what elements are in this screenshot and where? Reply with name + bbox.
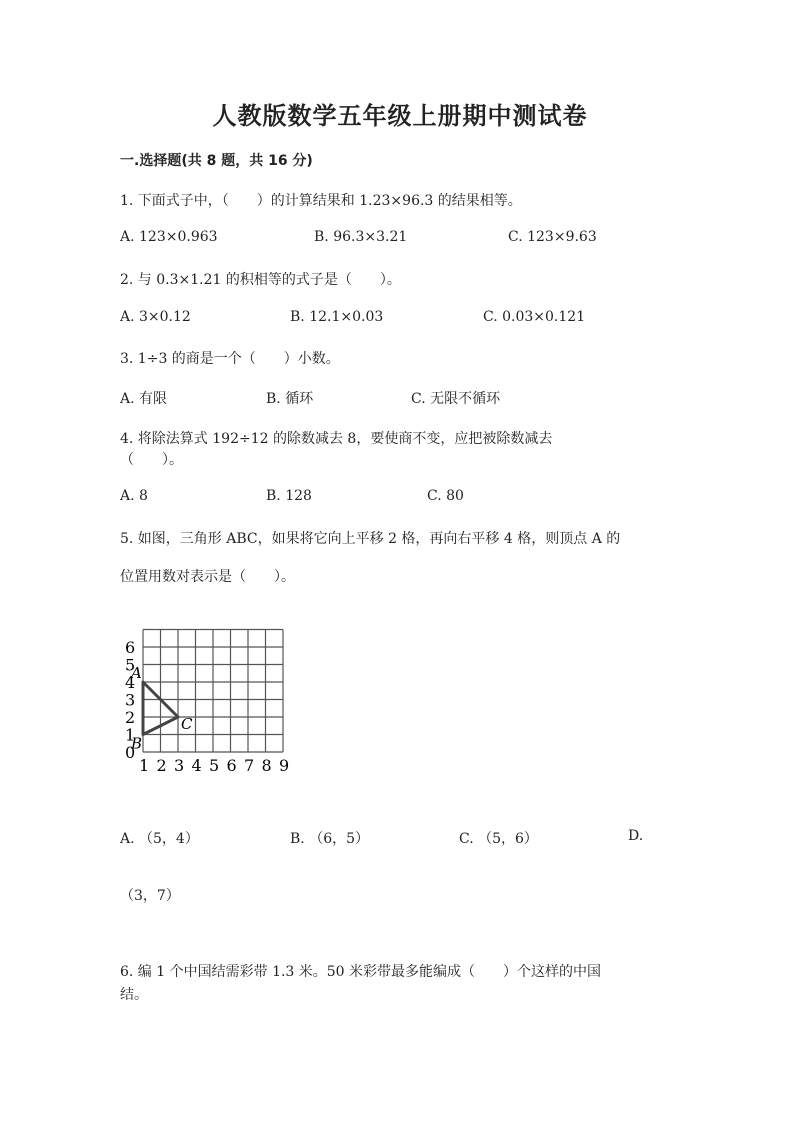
question-5-option-b: B. （6，5） <box>290 831 370 847</box>
vertex-b-label: B <box>131 734 143 753</box>
question-2-option-c: C. 0.03×0.121 <box>483 309 586 325</box>
question-4-option-c: C. 80 <box>427 488 464 504</box>
y-label: 5 <box>125 655 136 675</box>
question-3-text: 3. 1÷3 的商是一个（ ）小数。 <box>120 351 340 367</box>
question-2-text: 2. 与 0.3×1.21 的积相等的式子是（ ）。 <box>120 272 401 288</box>
y-label: 2 <box>125 708 136 727</box>
vertex-c-label: C <box>181 715 193 733</box>
question-2-option-a: A. 3×0.12 <box>120 309 191 325</box>
question-4-option-b: B. 128 <box>266 488 312 504</box>
x-label: 7 <box>244 756 255 775</box>
page-title: 人教版数学五年级上册期中测试卷 <box>212 102 588 130</box>
x-label: 4 <box>191 756 202 775</box>
y-label: 4 <box>125 673 136 692</box>
x-label: 1 <box>139 756 150 775</box>
section-heading: 一.选择题(共 8 题，共 16 分) <box>120 153 313 169</box>
y-label: 0 <box>125 743 136 762</box>
x-label: 5 <box>209 756 220 775</box>
question-5-option-d-value: （3，7） <box>120 888 180 904</box>
question-3-option-b: B. 循环 <box>266 391 314 407</box>
question-5-option-d-label: D. <box>628 828 644 844</box>
question-1-option-a: A. 123×0.963 <box>120 229 218 245</box>
grid-lines <box>143 630 283 753</box>
question-5-text-line-1: 5. 如图，三角形 ABC，如果将它向上平移 2 格，再向右平移 4 格，则顶点 A 的 <box>120 531 621 547</box>
question-4-option-a: A. 8 <box>120 488 148 504</box>
question-4-text-line-2: （ ）。 <box>120 452 183 468</box>
question-3-option-a: A. 有限 <box>120 391 168 407</box>
x-label: 3 <box>174 756 185 775</box>
question-4-text-line-1: 4. 将除法算式 192÷12 的除数减去 8，要使商不变，应把被除数减去 <box>120 431 553 447</box>
question-1-text: 1. 下面式子中，（ ）的计算结果和 1.23×96.3 的结果相等。 <box>120 193 522 209</box>
question-6-text-line-2: 结。 <box>120 987 148 1003</box>
x-label: 9 <box>279 756 290 775</box>
question-6-text-line-1: 6. 编 1 个中国结需彩带 1.3 米。50 米彩带最多能编成（ ）个这样的中国 <box>120 964 602 980</box>
question-3-option-c: C. 无限不循环 <box>411 391 501 407</box>
y-label: 6 <box>125 638 136 657</box>
question-5-text-line-2: 位置用数对表示是（ ）。 <box>120 569 295 585</box>
question-1-option-c: C. 123×9.63 <box>508 229 597 245</box>
vertex-a-label: A <box>131 664 142 682</box>
x-label: 2 <box>156 756 167 775</box>
y-label: 3 <box>125 690 136 710</box>
coordinate-grid-figure <box>115 612 315 782</box>
x-label: 6 <box>226 756 237 775</box>
question-5-option-a: A. （5，4） <box>120 831 199 847</box>
question-2-option-b: B. 12.1×0.03 <box>290 309 384 325</box>
x-label: 8 <box>261 756 272 775</box>
question-5-option-c: C. （5，6） <box>459 831 538 847</box>
x-axis-labels <box>139 756 289 775</box>
question-1-option-b: B. 96.3×3.21 <box>314 229 408 245</box>
y-label: 1 <box>125 725 136 745</box>
